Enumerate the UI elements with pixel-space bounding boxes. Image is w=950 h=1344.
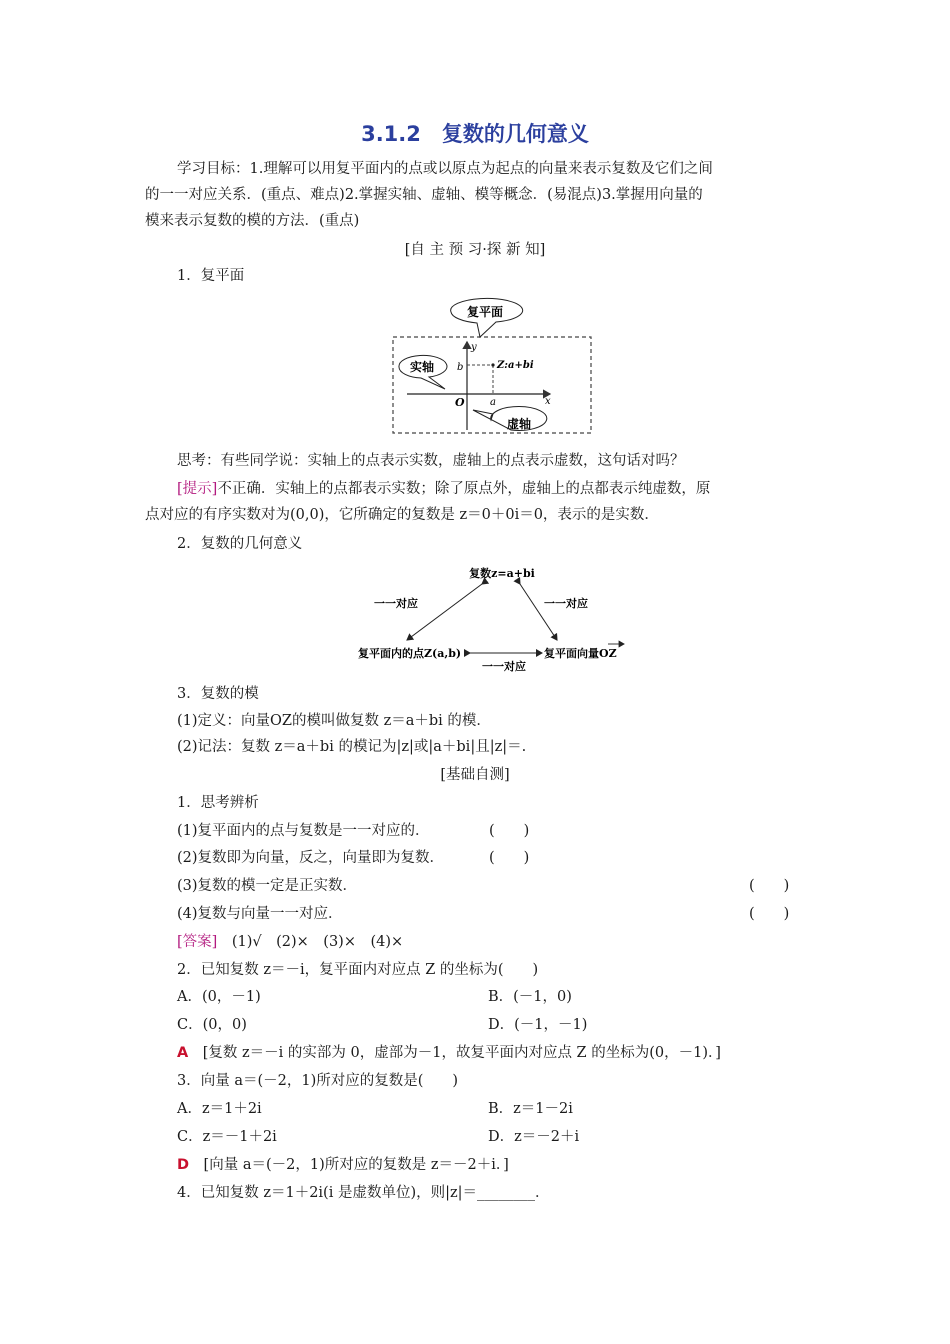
basic-test-header: [基础自测] xyxy=(440,767,510,783)
q3-option-c: C．z＝－1＋2i xyxy=(177,1129,277,1145)
section-1-heading: 1．复平面 xyxy=(177,268,245,284)
node-vector: 复平面向量OZ xyxy=(544,647,617,660)
callout-real-axis: 实轴 xyxy=(410,360,435,374)
think-question: 思考：有些同学说：实轴上的点表示实数，虚轴上的点表示虚数，这句话对吗？ xyxy=(177,453,685,469)
objectives-line-2: 的一一对应关系．(重点、难点)2.掌握实轴、虚轴、模等概念．(易混点)3.掌握用向量的 xyxy=(145,187,703,203)
q4-stem: 4．已知复数 z＝1＋2i(i 是虚数单位)，则|z|＝________． xyxy=(177,1185,550,1201)
q2-option-d: D．(－1，－1) xyxy=(488,1017,588,1033)
q2-option-c: C．(0，0) xyxy=(177,1017,247,1033)
q1-item-2-paren: ( ) xyxy=(489,850,530,866)
callout-complex-plane: 复平面 xyxy=(467,305,504,319)
q3-explain: [向量 a＝(－2，1)所对应的复数是 z＝－2＋i．] xyxy=(203,1157,509,1173)
edge-right xyxy=(520,584,557,640)
geometric-meaning-diagram xyxy=(352,562,652,672)
q1-answer xyxy=(177,932,403,952)
modulus-definition: (1)定义：向量OZ的模叫做复数 z＝a＋bi 的模． xyxy=(177,713,491,729)
edge-bottom-label: 一一对应 xyxy=(482,660,526,673)
hint-line-1 xyxy=(177,479,710,499)
q2-stem: 2．已知复数 z＝－i，复平面内对应点 Z 的坐标为( ) xyxy=(177,962,539,978)
q2-option-b: B．(－1，0) xyxy=(488,989,572,1005)
objectives-line-1: 学习目标：1.理解可以用复平面内的点或以原点为起点的向量来表示复数及它们之间 xyxy=(177,161,713,177)
q1-item-3: (3)复数的模一定是正实数． xyxy=(177,878,358,894)
edge-left-label: 一一对应 xyxy=(374,597,418,610)
q3-option-d: D．z＝－2＋i xyxy=(488,1129,580,1145)
q3-option-b: B．z＝1－2i xyxy=(488,1101,573,1117)
x-axis-label: x xyxy=(545,396,551,407)
q2-key: A xyxy=(177,1045,189,1061)
hint-tag: [提示] xyxy=(177,481,218,497)
q3-solution xyxy=(177,1155,509,1175)
q2-option-a: A．(0，－1) xyxy=(177,989,261,1005)
q1-item-1: (1)复平面内的点与复数是一一对应的． xyxy=(177,823,430,839)
edge-right-label: 一一对应 xyxy=(544,597,588,610)
q3-key: D xyxy=(177,1157,190,1173)
y-axis-label: y xyxy=(471,342,477,353)
section-3-heading: 3．复数的模 xyxy=(177,686,259,702)
q3-stem: 3．向量 a＝(－2，1)所对应的复数是( ) xyxy=(177,1073,459,1089)
edge-left xyxy=(407,584,482,640)
modulus-notation: (2)记法：复数 z＝a＋bi 的模记为|z|或|a＋bi|且|z|＝. xyxy=(177,739,527,755)
q1-heading: 1．思考辨析 xyxy=(177,795,259,811)
q1-item-4: (4)复数与向量一一对应． xyxy=(177,906,343,922)
point-z-label: Z:a+bi xyxy=(497,360,534,371)
q1-item-1-paren: ( ) xyxy=(489,823,530,839)
answer-tag: [答案] xyxy=(177,934,218,950)
objectives-line-3: 模来表示复数的模的方法．(重点) xyxy=(145,213,360,229)
q2-explain: [复数 z＝－i 的实部为 0，虚部为－1，故复平面内对应点 Z 的坐标为(0，－1)．] xyxy=(202,1045,721,1061)
q1-item-2: (2)复数即为向量，反之，向量即为复数． xyxy=(177,850,445,866)
page-title: 3.1.2 复数的几何意义 xyxy=(361,122,589,146)
q1-answer-text: (1)√ (2)× (3)× (4)× xyxy=(231,934,404,950)
q1-item-4-paren: ( ) xyxy=(749,906,790,922)
section-2-heading: 2．复数的几何意义 xyxy=(177,536,303,552)
q1-item-3-paren: ( ) xyxy=(749,878,790,894)
q2-solution xyxy=(177,1043,721,1063)
b-label: b xyxy=(457,362,464,373)
complex-plane-diagram xyxy=(385,292,605,442)
point-z xyxy=(491,363,494,366)
callout-imaginary-axis: 虚轴 xyxy=(507,417,532,431)
preview-section-header: [自 主 预 习·探 新 知] xyxy=(404,242,546,258)
q3-option-a: A．z＝1＋2i xyxy=(177,1101,262,1117)
origin-label: O xyxy=(455,396,465,409)
hint-text-1: 不正确．实轴上的点都表示实数；除了原点外，虚轴上的点都表示纯虚数，原 xyxy=(217,481,711,497)
node-point: 复平面内的点Z(a,b) xyxy=(358,647,462,660)
node-complex-number: 复数z=a+bi xyxy=(469,567,535,580)
hint-line-2: 点对应的有序实数对为(0,0)，它所确定的复数是 z＝0＋0i＝0，表示的是实数． xyxy=(145,507,659,523)
a-label: a xyxy=(490,397,496,408)
